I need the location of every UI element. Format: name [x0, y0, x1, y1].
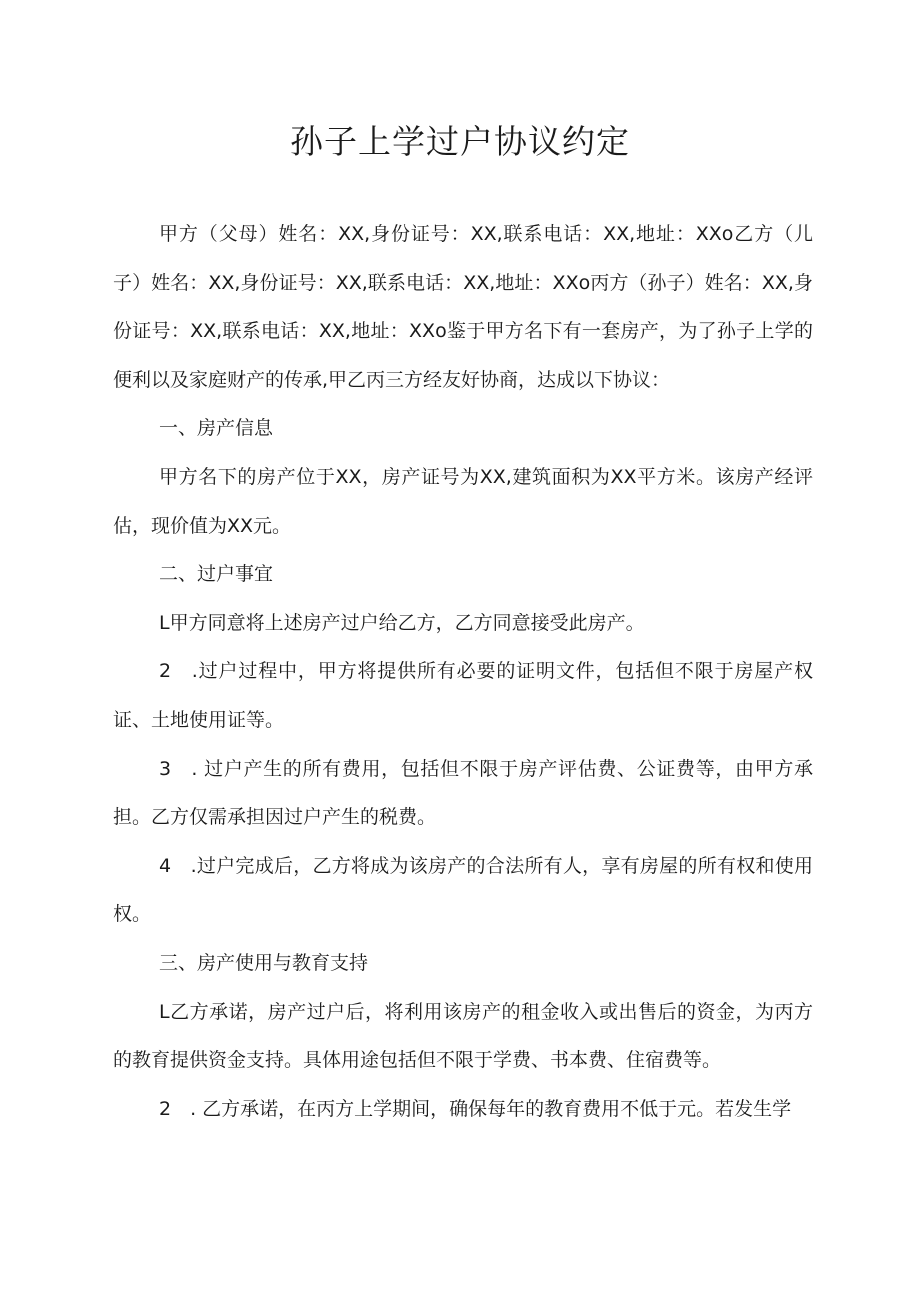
usage-clause-1: L乙方承诺，房产过户后，将利用该房产的租金收入或出售后的资金，为丙方的教育提供资金支持。具体用途包括但不限于学费、书本费、住宿费等。	[113, 1000, 813, 1072]
section-heading-transfer: 二、过户事宜	[159, 563, 274, 586]
section-heading-usage-education: 三、房产使用与教育支持	[159, 951, 369, 974]
transfer-clause-3: 3 . 过户产生的所有费用，包括但不限于房产评估费、公证费等，由甲方承担。乙方仅需承担因过户产生的税费。	[113, 757, 813, 829]
usage-clause-2: 2 . 乙方承诺，在丙方上学期间，确保每年的教育费用不低于元。若发生学	[159, 1097, 792, 1120]
property-info-paragraph: 甲方名下的房产位于XX，房产证号为XX,建筑面积为XX平方米。该房产经评估，现价值为XX元。	[113, 465, 813, 537]
section-heading-property-info: 一、房产信息	[159, 417, 274, 440]
transfer-clause-4: 4 .过户完成后，乙方将成为该房产的合法所有人，享有房屋的所有权和使用权。	[113, 854, 813, 926]
document-body	[113, 210, 813, 1133]
parties-paragraph: 甲方（父母）姓名：XX,身份证号：XX,联系电话：XX,地址：XXo乙方（儿子）姓名：XX,身份证号：XX,联系电话：XX,地址：XXo丙方（孙子）姓名：XX,身份证号：XX,联系电话：XX,地址：XXo鉴于甲方名下有一套房产，为了孙子上学的便利以及家庭财产的传承,甲乙丙三方经友好协商，达成以下协议：	[113, 223, 813, 391]
transfer-clause-2: 2 .过户过程中，甲方将提供所有必要的证明文件，包括但不限于房屋产权证、土地使用证等。	[113, 660, 813, 731]
transfer-clause-1: L甲方同意将上述房产过户给乙方，乙方同意接受此房产。	[159, 611, 645, 634]
document-title: 孙子上学过户协议约定	[290, 122, 630, 161]
